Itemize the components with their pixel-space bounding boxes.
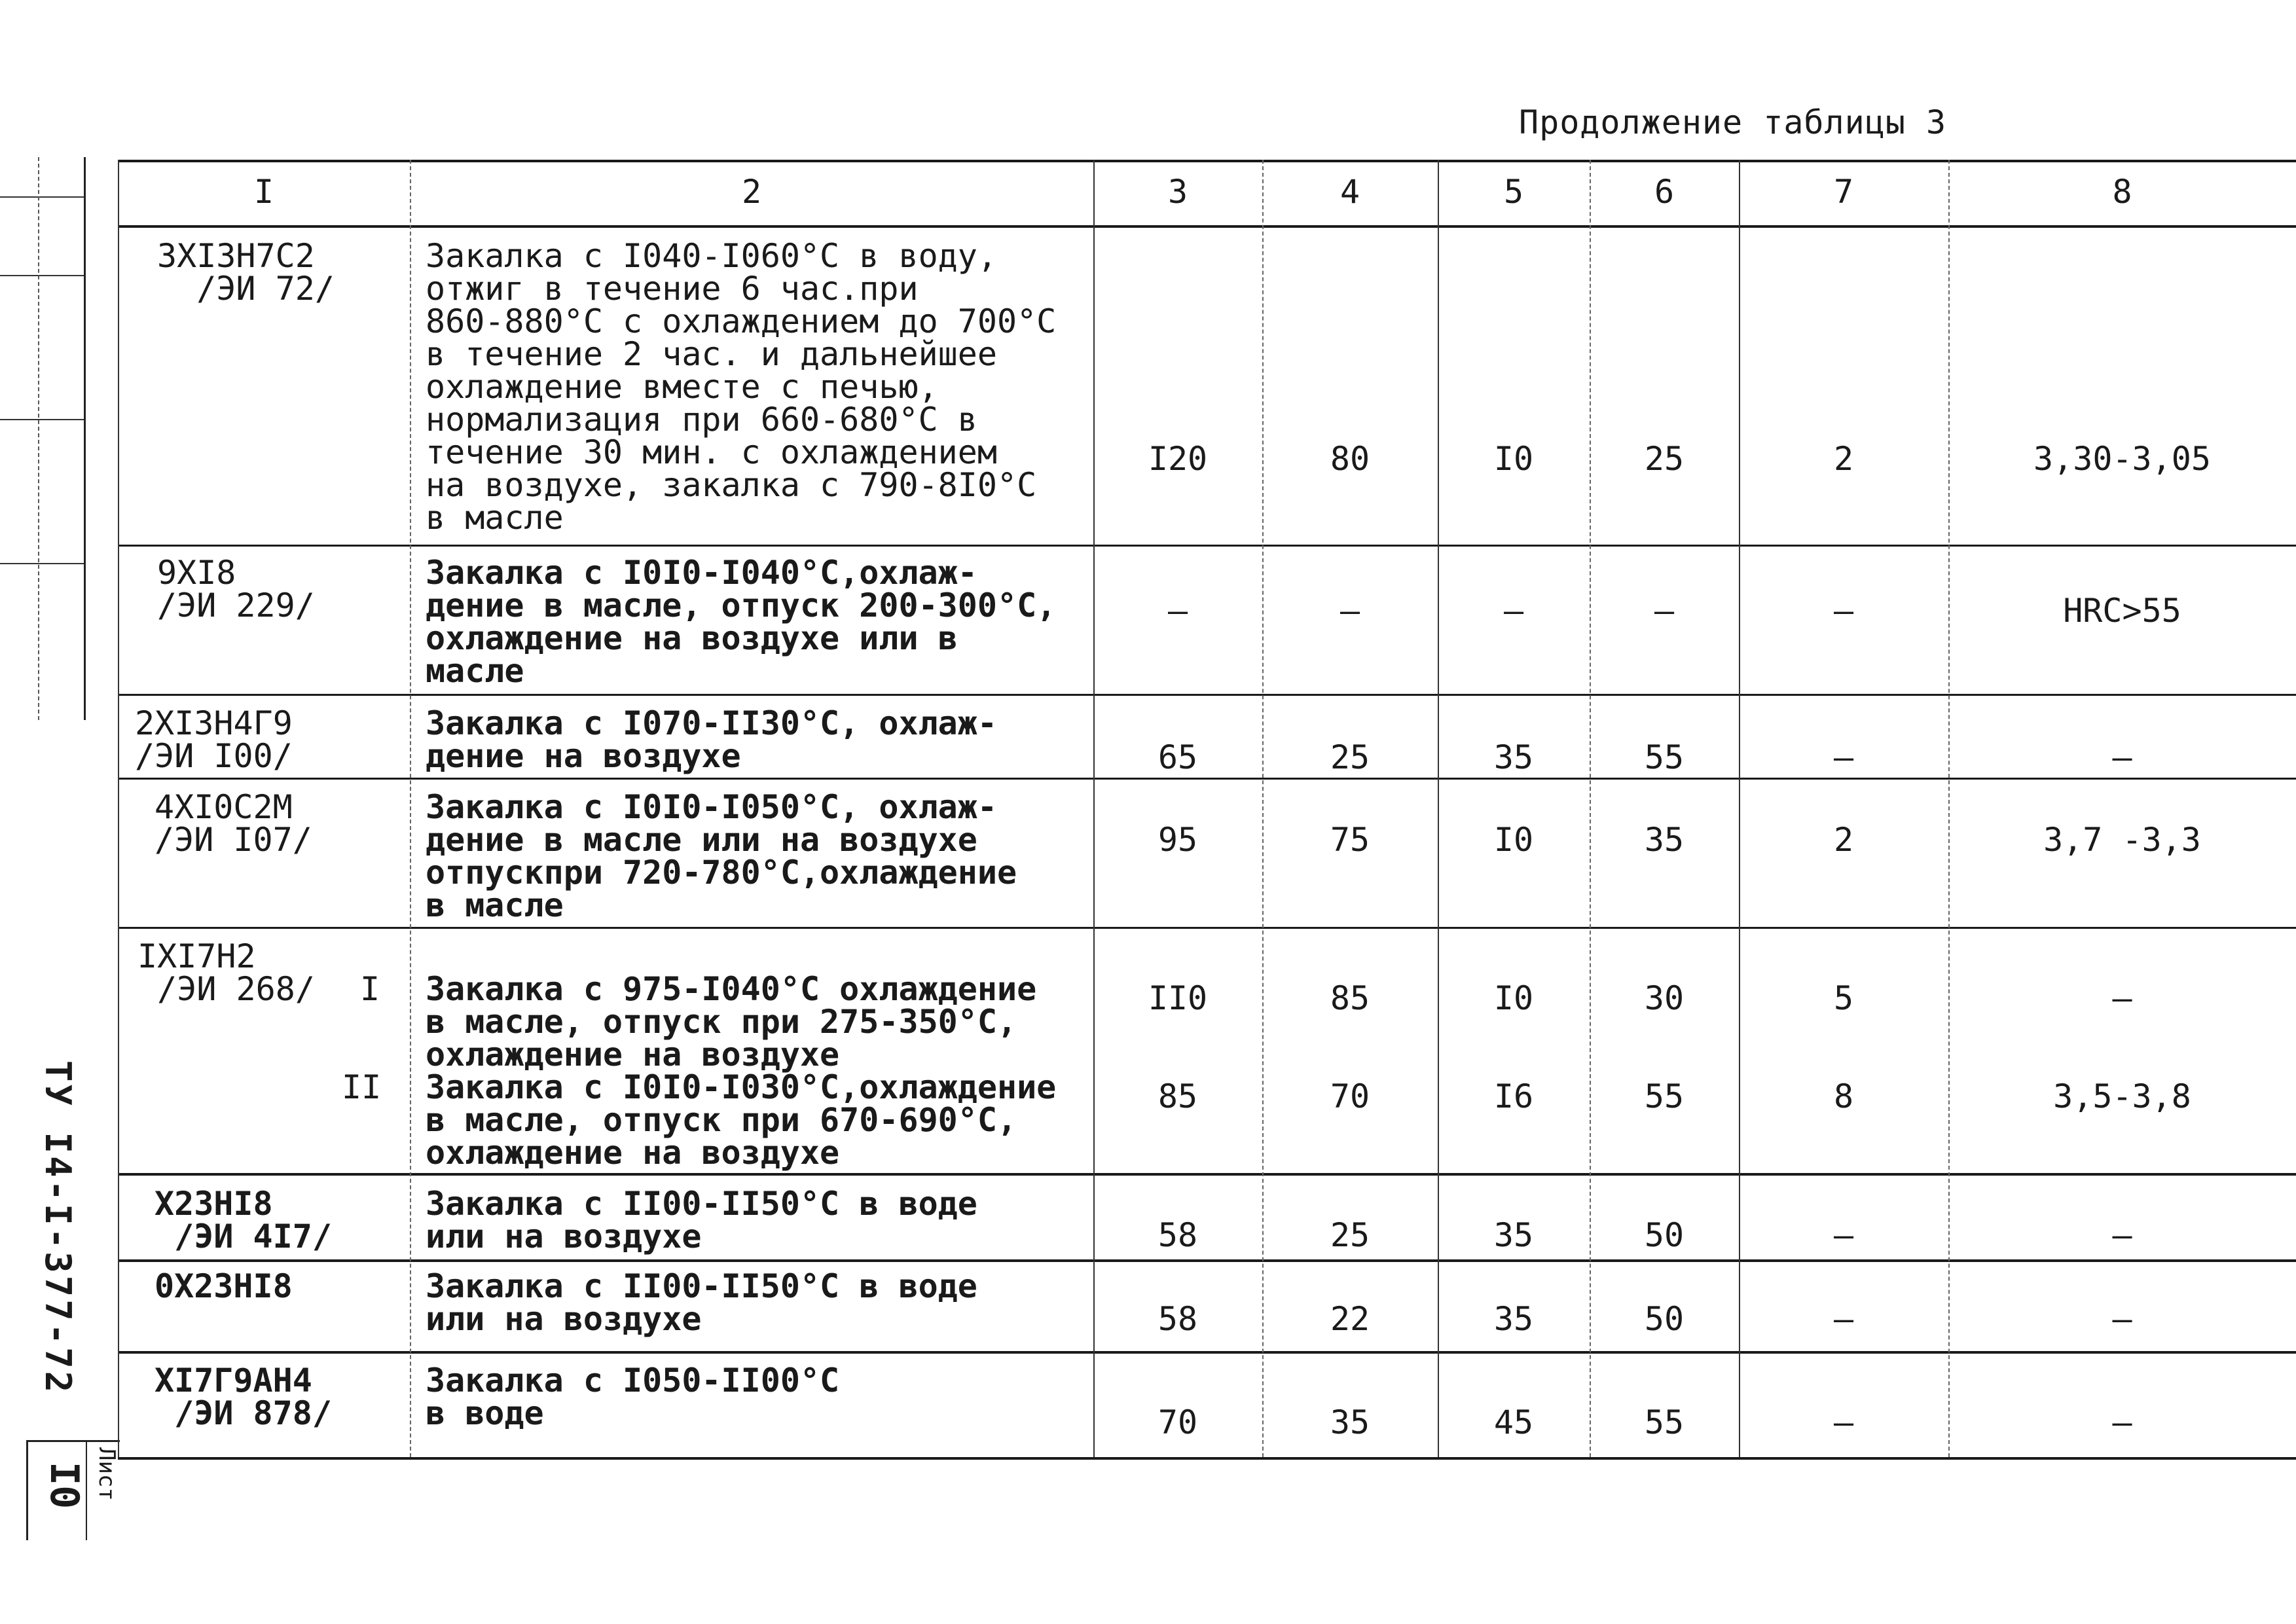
heat-treatment: Закалка с I040-I060°C в воду, отжиг в течение 6 час.при 860-880°C с охлаждением до 700°C в течение 2 час. и дальнейшее охлаждение вместе с печью, нормализация при 660-680°C в течение 30 мин. с охлаждением на воздухе, закалка с 790-8I0°C в масле xyxy=(426,237,1057,537)
value-col-5: 45 xyxy=(1493,1403,1534,1441)
value-col-5: 35 xyxy=(1493,1300,1534,1338)
row-rule xyxy=(118,1173,2296,1176)
header-col-2: 2 xyxy=(741,173,762,211)
value-col-4: 35 xyxy=(1330,1403,1370,1441)
sheet-number-box xyxy=(26,1440,120,1540)
value-col-4: 85 xyxy=(1330,979,1370,1017)
value-col-5: I0 xyxy=(1493,440,1534,478)
value-col-5: 35 xyxy=(1493,738,1534,776)
col-rule xyxy=(1948,160,1950,1457)
margin-dashed-line xyxy=(38,157,39,720)
row-rule xyxy=(118,545,2296,547)
value-col-3: 70 xyxy=(1157,1403,1198,1441)
row-rule xyxy=(118,1351,2296,1354)
col-rule xyxy=(1438,160,1439,1457)
steel-grade: 3XI3H7C2 /ЭИ 72/ xyxy=(157,237,335,308)
heat-treatment: Закалка с I070-II30°C, охлаж- дение на воздухе xyxy=(426,704,997,775)
value-col-5: I6 xyxy=(1493,1077,1534,1115)
value-col-4: 75 xyxy=(1330,821,1370,859)
margin-divider xyxy=(0,419,84,420)
value-col-6: 35 xyxy=(1644,821,1685,859)
value-col-3: – xyxy=(1167,592,1188,630)
value-col-7: – xyxy=(1833,592,1854,630)
col-rule xyxy=(1262,160,1264,1457)
margin-divider xyxy=(0,563,84,564)
header-col-5: 5 xyxy=(1503,173,1524,211)
table-caption: Продолжение таблицы 3 xyxy=(1519,103,1947,141)
header-col-7: 7 xyxy=(1833,173,1854,211)
heat-treatment: Закалка с II00-II50°C в воде или на воздухе xyxy=(426,1185,977,1255)
value-col-7: 8 xyxy=(1833,1077,1854,1115)
margin-divider xyxy=(0,275,84,276)
value-col-4: 80 xyxy=(1330,440,1370,478)
heat-treatment: Закалка с II00-II50°C в воде или на воздухе xyxy=(426,1267,977,1338)
value-col-6: 55 xyxy=(1644,1403,1685,1441)
value-col-6: 25 xyxy=(1644,440,1685,478)
value-col-7: – xyxy=(1833,1216,1854,1254)
steel-grade: 0X23HI8 xyxy=(155,1267,293,1305)
value-col-8: 3,5-3,8 xyxy=(2053,1077,2191,1115)
value-col-3: 58 xyxy=(1157,1300,1198,1338)
steel-grade: 2XI3H4Г9 /ЭИ I00/ xyxy=(135,704,293,775)
sheet-label: Лист xyxy=(94,1447,120,1501)
header-rule xyxy=(118,225,2296,228)
heat-treatment: Закалка с I0I0-I040°C,охлаж- дение в масле, отпуск 200-300°C, охлаждение на воздухе или в масле xyxy=(426,554,1057,690)
col-rule xyxy=(1590,160,1591,1457)
value-col-7: – xyxy=(1833,1300,1854,1338)
heat-treatment: Закалка с I050-II00°C в воде xyxy=(426,1362,840,1432)
value-col-3: 95 xyxy=(1157,821,1198,859)
steel-grade: X23HI8 /ЭИ 4I7/ xyxy=(155,1185,332,1255)
properties-table xyxy=(118,160,2296,1469)
margin-divider xyxy=(0,196,84,198)
value-col-4: 25 xyxy=(1330,1216,1370,1254)
value-col-8: – xyxy=(2112,738,2132,776)
regime-mark: I xyxy=(360,970,380,1008)
value-col-5: – xyxy=(1503,592,1524,630)
table-top-rule xyxy=(118,160,2296,162)
value-col-3: I20 xyxy=(1148,440,1208,478)
value-col-6: – xyxy=(1654,592,1675,630)
steel-grade: XI7Г9AH4 /ЭИ 878/ xyxy=(155,1362,332,1432)
table-bottom-rule xyxy=(118,1457,2296,1460)
value-col-8: 3,7 -3,3 xyxy=(2043,821,2201,859)
steel-grade: 4XI0C2M /ЭИ I07/ xyxy=(155,788,312,859)
value-col-4: 22 xyxy=(1330,1300,1370,1338)
sheet-number: I0 xyxy=(41,1462,87,1509)
value-col-5: I0 xyxy=(1493,821,1534,859)
row-rule xyxy=(118,1259,2296,1262)
header-col-3: 3 xyxy=(1167,173,1188,211)
header-col-8: 8 xyxy=(2112,173,2132,211)
value-col-6: 55 xyxy=(1644,738,1685,776)
value-col-7: 2 xyxy=(1833,440,1854,478)
value-col-3: II0 xyxy=(1148,979,1208,1017)
col-rule xyxy=(118,160,119,1457)
row-rule xyxy=(118,927,2296,929)
value-col-6: 55 xyxy=(1644,1077,1685,1115)
value-col-7: – xyxy=(1833,1403,1854,1441)
value-col-3: 58 xyxy=(1157,1216,1198,1254)
value-col-7: 5 xyxy=(1833,979,1854,1017)
value-col-7: 2 xyxy=(1833,821,1854,859)
value-col-5: 35 xyxy=(1493,1216,1534,1254)
steel-grade: IXI7H2 /ЭИ 268/ xyxy=(137,937,315,1008)
value-col-6: 30 xyxy=(1644,979,1685,1017)
value-col-7: – xyxy=(1833,738,1854,776)
heat-treatment: Закалка с 975-I040°C охлаждение в масле, отпуск при 275-350°C, охлаждение на воздухе xyxy=(426,970,1037,1074)
value-col-8: HRC>55 xyxy=(2063,592,2181,630)
value-col-4: – xyxy=(1339,592,1360,630)
regime-mark: II xyxy=(342,1068,382,1106)
binding-margin xyxy=(0,157,86,720)
value-col-4: 70 xyxy=(1330,1077,1370,1115)
header-col-4: 4 xyxy=(1339,173,1360,211)
value-col-8: – xyxy=(2112,1216,2132,1254)
col-rule xyxy=(1739,160,1740,1457)
heat-treatment: Закалка с I0I0-I050°C, охлаж- дение в масле или на воздухе отпускпри 720-780°C,охлаждение в масле xyxy=(426,788,1017,924)
value-col-3: 85 xyxy=(1157,1077,1198,1115)
value-col-8: – xyxy=(2112,1403,2132,1441)
row-rule xyxy=(118,694,2296,696)
header-col-1: I xyxy=(253,173,274,211)
value-col-8: – xyxy=(2112,1300,2132,1338)
steel-grade: 9XI8 /ЭИ 229/ xyxy=(157,554,315,624)
value-col-3: 65 xyxy=(1157,738,1198,776)
document-code: ТУ I4-I-377-72 xyxy=(37,1060,79,1396)
value-col-5: I0 xyxy=(1493,979,1534,1017)
value-col-8: 3,30-3,05 xyxy=(2033,440,2211,478)
row-rule xyxy=(118,778,2296,780)
value-col-4: 25 xyxy=(1330,738,1370,776)
col-rule xyxy=(410,160,411,1457)
col-rule xyxy=(1093,160,1095,1457)
heat-treatment: Закалка с I0I0-I030°C,охлаждение в масле, отпуск при 670-690°C, охлаждение на воздухе xyxy=(426,1068,1057,1172)
value-col-6: 50 xyxy=(1644,1300,1685,1338)
value-col-8: – xyxy=(2112,979,2132,1017)
header-col-6: 6 xyxy=(1654,173,1675,211)
value-col-6: 50 xyxy=(1644,1216,1685,1254)
